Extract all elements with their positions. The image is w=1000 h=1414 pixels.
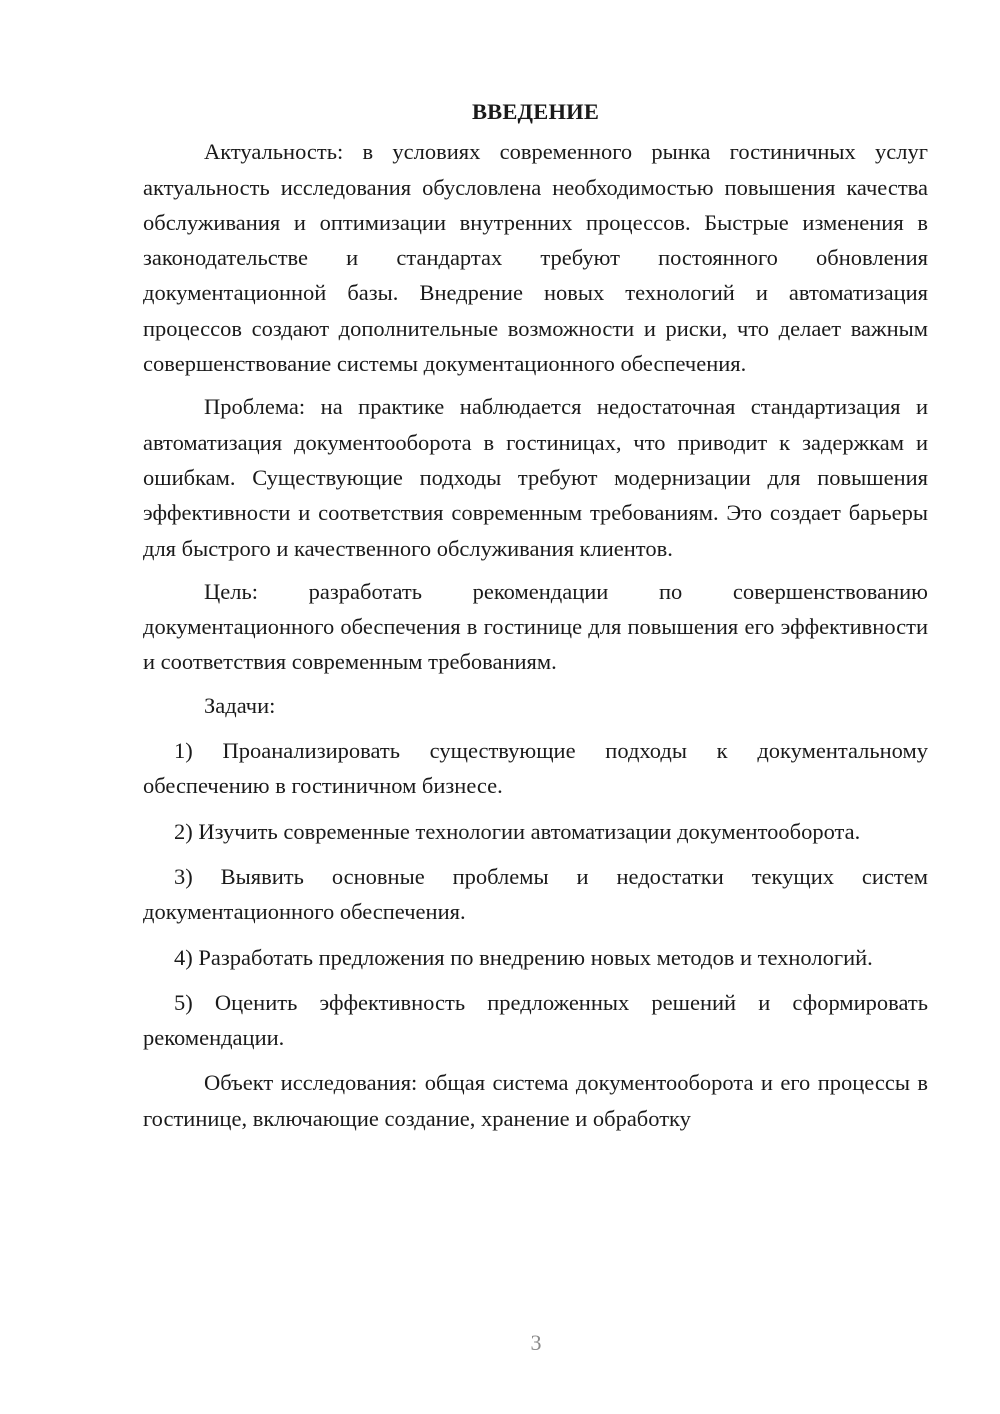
paragraph-problem: Проблема: на практике наблюдается недостаточная стандартизация и автоматизация документооборота в гостиницах, что приводит к задержкам и ошибкам. Существующие подходы требуют модернизации для повышения эффективности и соответствия современным требованиям. Это создает барьеры для быстрого и качественного обслуживания клиентов. [143, 394, 928, 561]
paragraph-goal: Цель: разработать рекомендации по совершенствованию документационного обеспечения в гостинице для повышения его эффективности и соответствия современным требованиям. [143, 578, 928, 675]
tasks-title: Задачи: [204, 692, 276, 718]
page-content [143, 94, 928, 1136]
task-item-2: 2) Изучить современные технологии автоматизации документооборота. [174, 818, 861, 844]
task-item-5: 5) Оценить эффективность предложенных решений и сформировать рекомендации. [143, 989, 928, 1051]
paragraph-object: Объект исследования: общая система документооборота и его процессы в гостинице, включающие создание, хранение и обработку [143, 1070, 928, 1131]
task-item-4: 4) Разработать предложения по внедрению новых методов и технологий. [174, 944, 873, 970]
paragraph-relevance: Актуальность: в условиях современного рынка гостиничных услуг актуальность исследования обусловлена необходимостью повышения качества обслуживания и оптимизации внутренних процессов. Быстрые изменения в законодательстве и стандартах требуют постоянного обновления документационной базы. Внедрение новых технологий и автоматизация процессов создают дополнительные возможности и риски, что делает важным совершенствование системы документационного обеспечения. [143, 139, 928, 377]
task-item-1: 1) Проанализировать существующие подходы к документальному обеспечению в гостиничном бизнесе. [143, 738, 928, 799]
task-item-3: 3) Выявить основные проблемы и недостатки текущих систем документационного обеспечения. [143, 863, 928, 925]
section-heading: ВВЕДЕНИЕ [471, 99, 600, 124]
page-number: 3 [530, 1330, 542, 1355]
